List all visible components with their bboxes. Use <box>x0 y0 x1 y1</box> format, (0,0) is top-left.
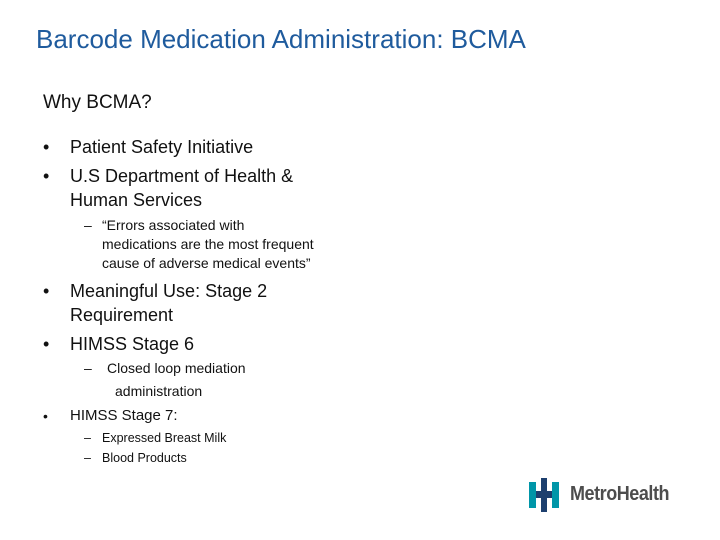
metrohealth-logo-icon <box>527 478 561 512</box>
bullet-marker: • <box>43 137 50 157</box>
quote-line2: medications are the most frequent <box>102 236 314 252</box>
bullet-himss-stage6: HIMSS Stage 6 <box>70 334 195 354</box>
slide-subtitle: Why BCMA? <box>43 92 152 113</box>
quote-line1: “Errors associated with <box>102 217 245 233</box>
bullet-meaningful-use-line2: Requirement <box>70 305 174 325</box>
bullet-marker: • <box>43 281 50 301</box>
slide-title: Barcode Medication Administration: BCMA <box>36 24 526 54</box>
bullet-patient-safety: Patient Safety Initiative <box>70 137 254 157</box>
dash-marker: – <box>84 451 91 465</box>
quote-line3: cause of adverse medical events” <box>102 255 311 271</box>
expressed-breast-milk: Expressed Breast Milk <box>102 431 227 445</box>
bullet-meaningful-use-line1: Meaningful Use: Stage 2 <box>70 281 268 301</box>
metrohealth-logo-text: MetroHealth <box>570 483 670 505</box>
bullet-hhs-line2: Human Services <box>70 190 203 210</box>
bullet-marker: • <box>43 166 50 186</box>
bullet-marker: • <box>43 334 50 354</box>
blood-products: Blood Products <box>102 451 187 465</box>
dash-marker: – <box>84 217 92 233</box>
bullet-marker: • <box>43 408 48 424</box>
dash-marker: – <box>84 360 92 376</box>
dash-marker: – <box>84 431 91 445</box>
closed-loop-line1: Closed loop mediation <box>107 360 246 376</box>
bullet-hhs-line1: U.S Department of Health & <box>70 166 294 186</box>
bullet-himss-stage7: HIMSS Stage 7: <box>70 407 178 424</box>
metrohealth-logo <box>527 478 692 512</box>
closed-loop-line2: administration <box>115 383 203 399</box>
